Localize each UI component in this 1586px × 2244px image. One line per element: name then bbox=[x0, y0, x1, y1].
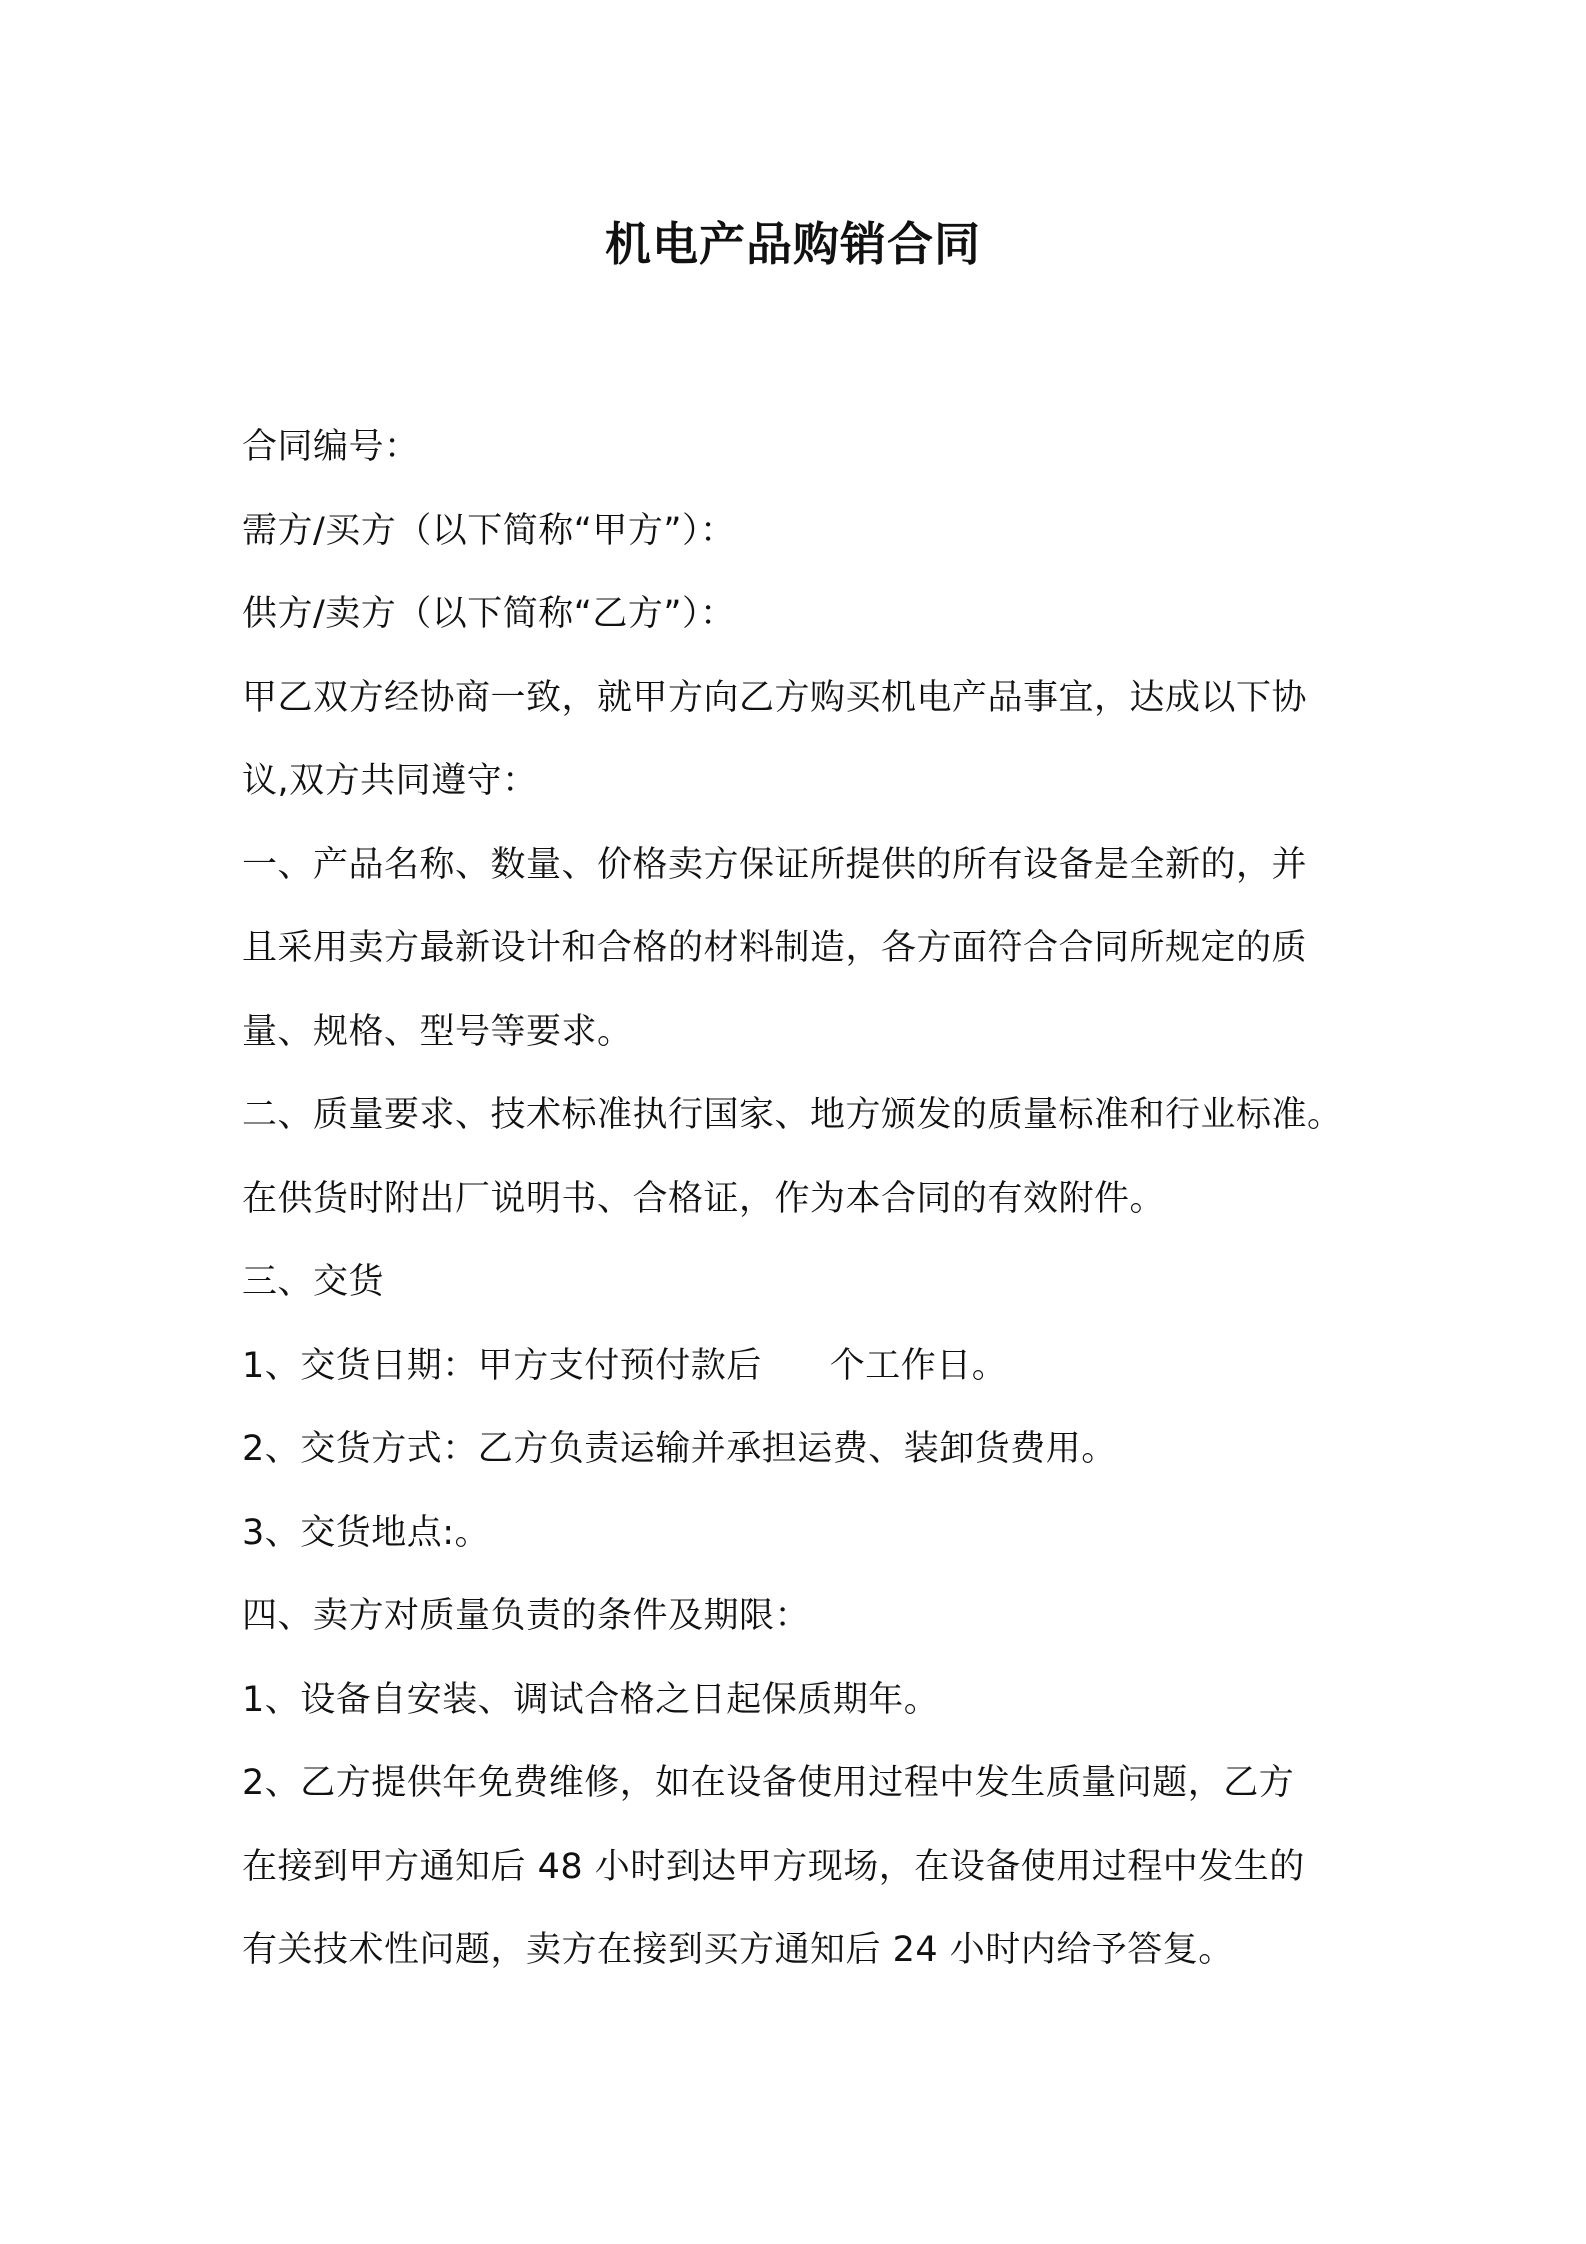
document-title: 机电产品购销合同 bbox=[605, 217, 981, 271]
warranty-line: 1、设备自安装、调试合格之日起保质期年。 bbox=[242, 1679, 940, 1720]
contract-number-line: 合同编号： bbox=[242, 427, 420, 467]
clause-1-line: 且采用卖方最新设计和合格的材料制造，各方面符合合同所规定的质 bbox=[242, 928, 1308, 968]
clause-4-heading: 四、卖方对质量负责的条件及期限： bbox=[242, 1596, 811, 1636]
contract-body bbox=[242, 406, 1354, 1993]
intro-line: 甲乙双方经协商一致，就甲方向乙方购买机电产品事宜，达成以下协 bbox=[242, 677, 1308, 718]
buyer-line: 需方/买方（以下简称“甲方”）： bbox=[242, 510, 736, 551]
clause-3-heading: 三、交货 bbox=[242, 1262, 385, 1302]
clause-1-line: 量、规格、型号等要求。 bbox=[242, 1011, 633, 1052]
intro-line: 议,双方共同遵守： bbox=[242, 761, 538, 801]
delivery-date-line bbox=[242, 1325, 1354, 1409]
delivery-date-suffix: 个工作日。 bbox=[829, 1345, 1008, 1386]
delivery-method-line: 2、交货方式：乙方负责运输并承担运费、装卸货费用。 bbox=[242, 1429, 1117, 1469]
clause-2-line: 二、质量要求、技术标准执行国家、地方颁发的质量标准和行业标准。 bbox=[242, 1095, 1343, 1135]
delivery-location-line: 3、交货地点:。 bbox=[242, 1512, 491, 1553]
maintenance-line: 2、乙方提供年免费维修，如在设备使用过程中发生质量问题，乙方 bbox=[242, 1763, 1295, 1803]
maintenance-line: 有关技术性问题，卖方在接到买方通知后 24 小时内给予答复。 bbox=[242, 1930, 1234, 1970]
clause-2-line: 在供货时附出厂说明书、合格证，作为本合同的有效附件。 bbox=[242, 1178, 1166, 1219]
maintenance-line: 在接到甲方通知后 48 小时到达甲方现场，在设备使用过程中发生的 bbox=[242, 1846, 1305, 1887]
delivery-date-text: 1、交货日期：甲方支付预付款后 bbox=[242, 1345, 762, 1386]
clause-1-line: 一、产品名称、数量、价格卖方保证所提供的所有设备是全新的，并 bbox=[242, 844, 1308, 885]
seller-line: 供方/卖方（以下简称“乙方”）： bbox=[242, 594, 736, 634]
